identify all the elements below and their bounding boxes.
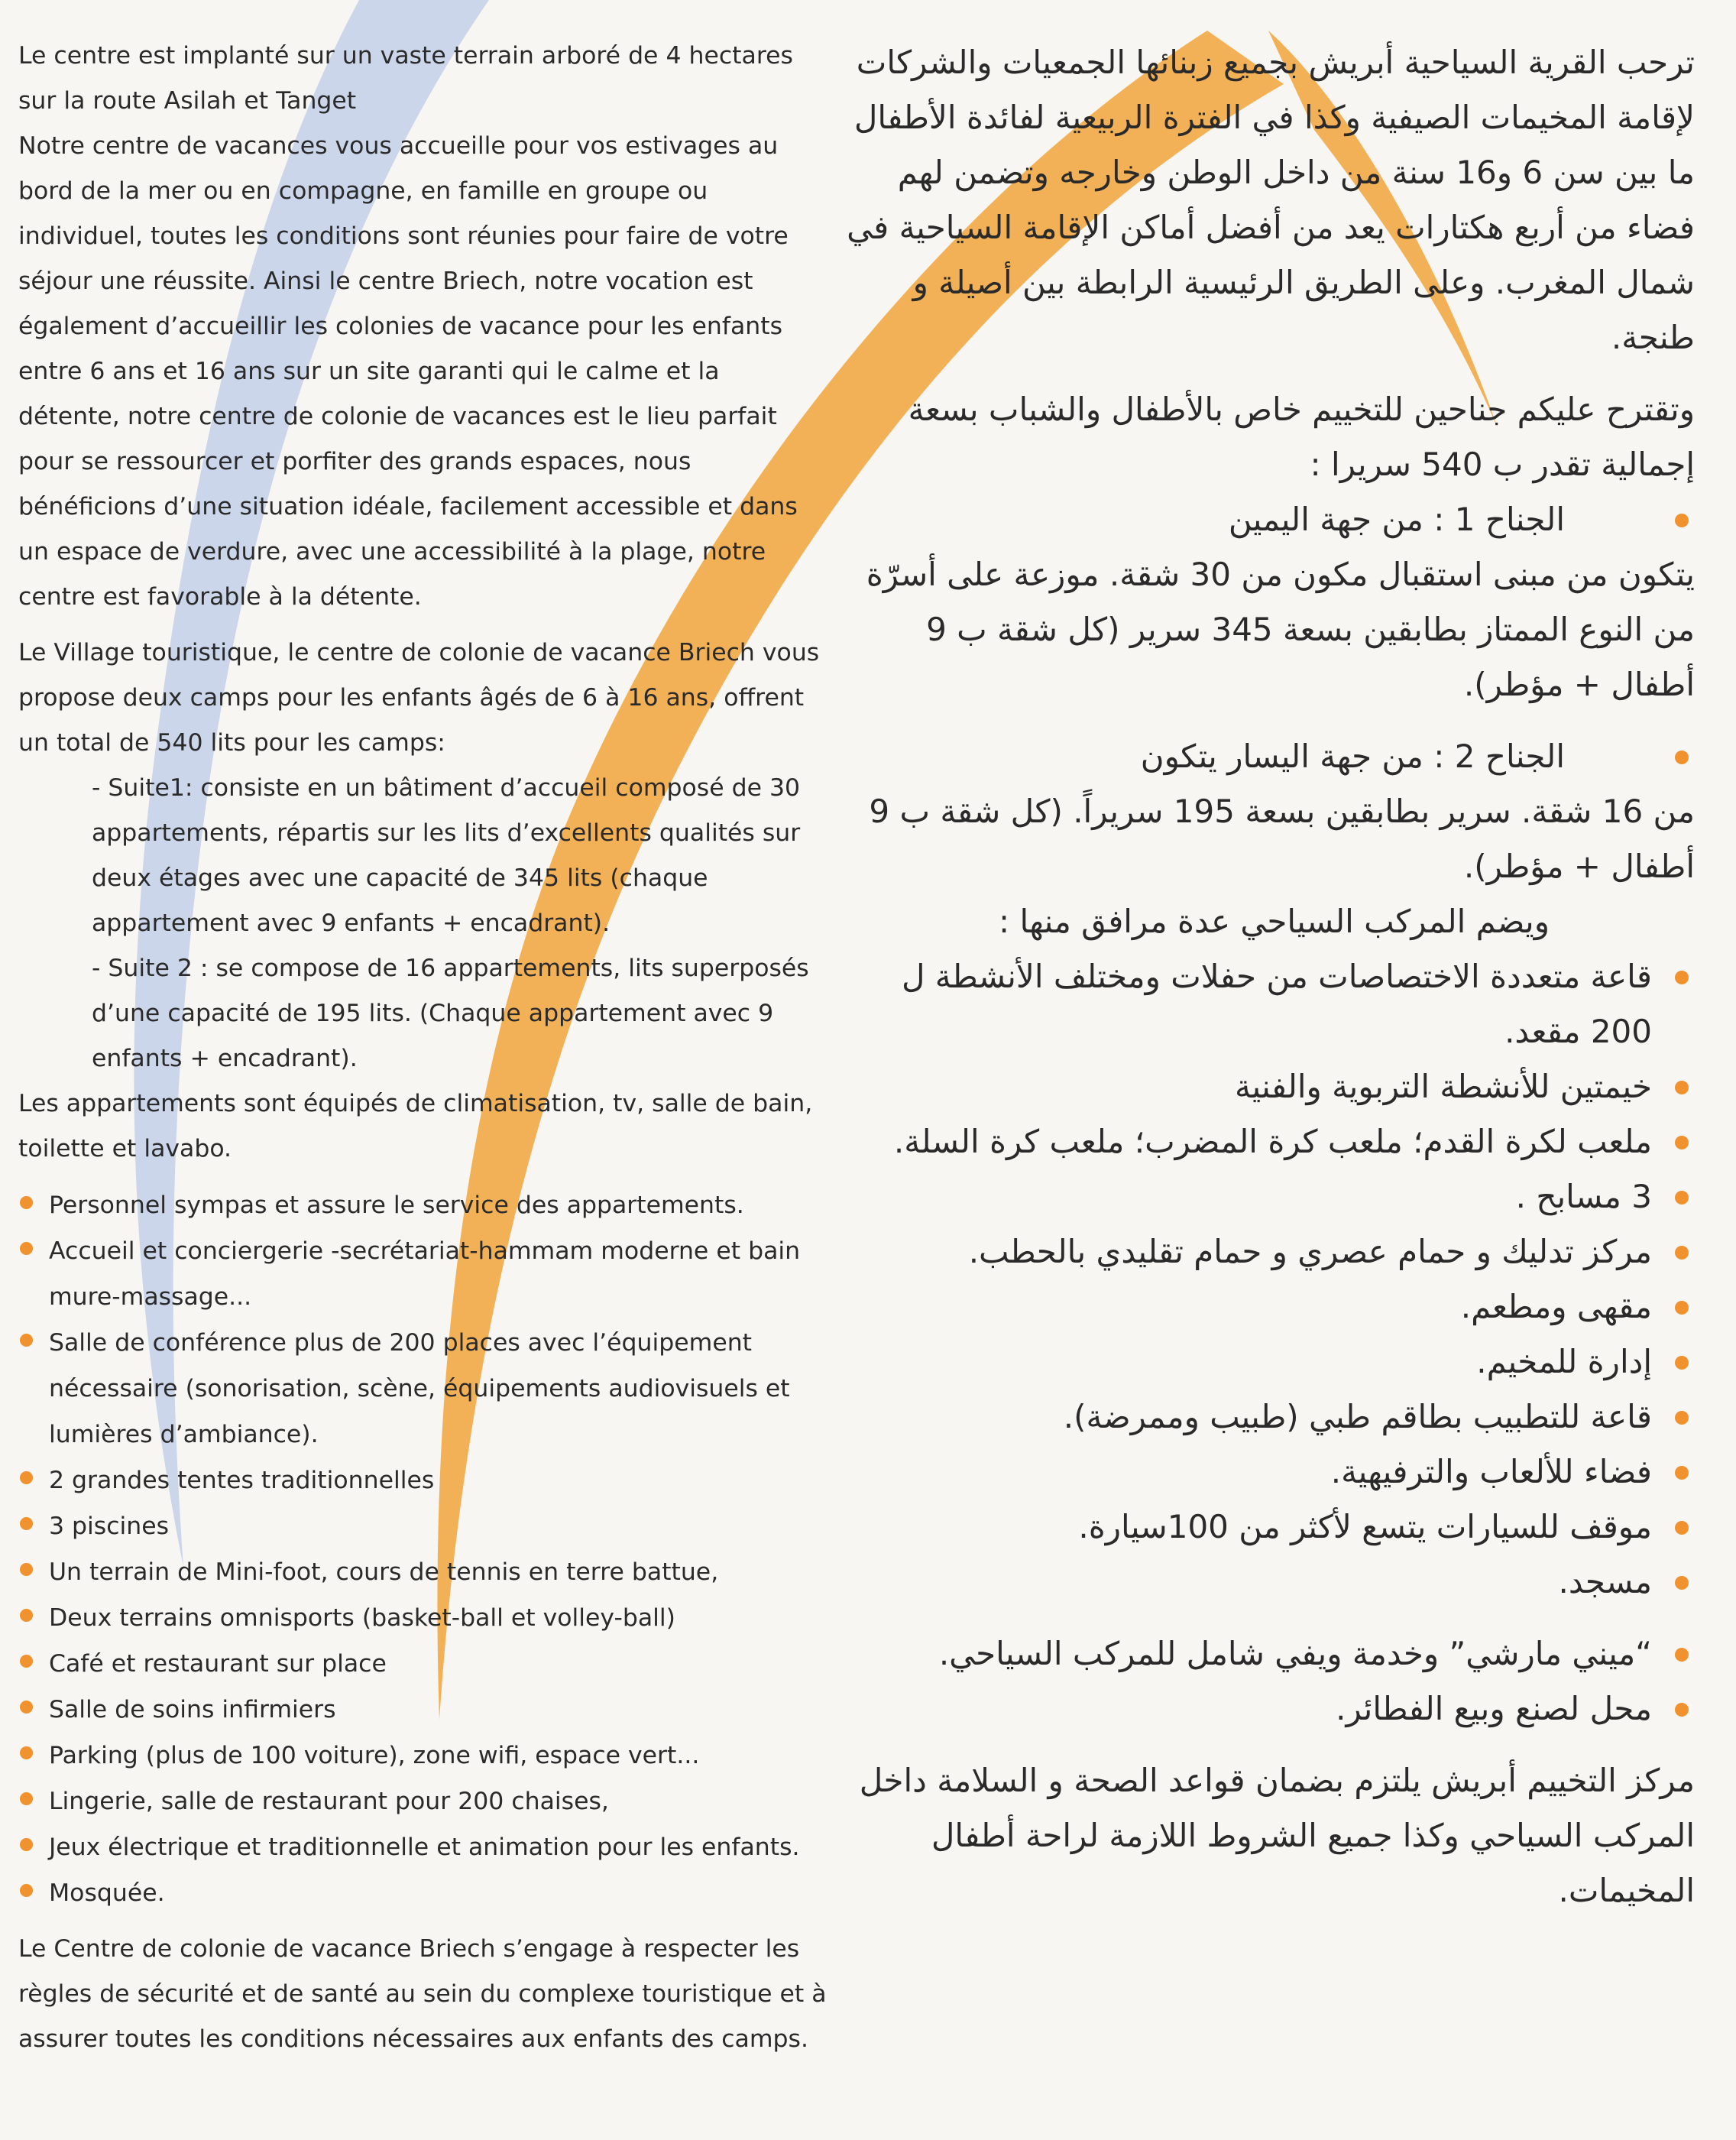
list-item: Jeux électrique et traditionnelle et animation pour les enfants. bbox=[18, 1824, 828, 1870]
list-item: محل لصنع وبيع الفطائر. bbox=[840, 1681, 1695, 1736]
list-item: Parking (plus de 100 voiture), zone wifi, espace vert... bbox=[18, 1733, 828, 1778]
list-item: قاعة للتطبيب بطاقم طبي (طبيب وممرضة). bbox=[840, 1389, 1695, 1444]
fr-facilities-list bbox=[18, 1182, 828, 1916]
list-item: إدارة للمخيم. bbox=[840, 1334, 1695, 1389]
list-item: مسجد. bbox=[840, 1555, 1695, 1610]
list-item: خيمتين للأنشطة التربوية والفنية bbox=[840, 1059, 1695, 1114]
fr-suite2-paragraph: - Suite 2 : se compose de 16 appartements, lits superposés d’une capacité de 195 lits. (Chaque appartement avec 9 enfants + encadrant). bbox=[92, 955, 809, 1072]
french-column bbox=[18, 34, 828, 2062]
list-item: موقف للسيارات يتسع لأكثر من 100سيارة. bbox=[840, 1500, 1695, 1555]
ar-intro-paragraph: ترحب القرية السياحية أبريش بجميع زبنائها الجمعيات والشركات لإقامة المخيمات الصيفية وكذا في الفترة الربيعية لفائدة الأطفال ما بين سن 6 و16 سنة من داخل الوطن وخارجه وتضمن لهم فضاء من أربع هكتارات يعد من أفضل أماكن الإقامة السياحية في شمال المغرب. وعلى الطريق الرئيسية الرابطة بين أصيلة و طنجة. bbox=[847, 44, 1695, 356]
list-item: 3 مسابح . bbox=[840, 1169, 1695, 1224]
ar-wing1-text: يتكون من مبنى استقبال مكون من 30 شقة. موزعة على أسرّة من النوع الممتاز بطابقين بسعة 345 سرير (كل شقة ب 9 أطفال + مؤطر). bbox=[866, 556, 1695, 703]
arabic-column bbox=[840, 35, 1695, 1918]
list-item: Accueil et conciergerie -secrétariat-hammam moderne et bain mure-massage... bbox=[18, 1228, 828, 1320]
list-item: Salle de conférence plus de 200 places avec l’équipement nécessaire (sonorisation, scène, équipements audiovisuels et lumières d’ambiance). bbox=[18, 1320, 828, 1457]
list-item: 2 grandes tentes traditionnelles bbox=[18, 1457, 828, 1503]
fr-welcome-paragraph: Notre centre de vacances vous accueille pour vos estivages au bord de la mer ou en compagne, en famille en groupe ou individuel, toutes les conditions sont réunies pour faire de votre séjour une réussite. Ainsi le centre Briech, notre vocation est également d’accueillir les colonies de vacance pour les enfants entre 6 ans et 16 ans sur un site garanti qui le calme et la détente, notre centre de colonie de vacances est le lieu parfait pour se ressourcer et porfiter des grands espaces, nous bénéficions d’une situation idéale, facilement accessible et dans un espace de verdure, avec une accessibilité à la plage, notre centre est favorable à la détente. bbox=[18, 132, 798, 611]
list-item: 3 piscines bbox=[18, 1503, 828, 1549]
list-item: Salle de soins infirmiers bbox=[18, 1687, 828, 1733]
ar-facilities-list bbox=[840, 949, 1695, 1736]
ar-closing-paragraph: مركز التخييم أبريش يلتزم بضمان قواعد الصحة و السلامة داخل المركب السياحي وكذا جميع الشروط اللازمة لراحة أطفال المخيمات. bbox=[859, 1762, 1695, 1909]
list-item: Lingerie, salle de restaurant pour 200 chaises, bbox=[18, 1778, 828, 1824]
list-item: فضاء للألعاب والترفيهية. bbox=[840, 1444, 1695, 1500]
list-item: Deux terrains omnisports (basket-ball et volley-ball) bbox=[18, 1595, 828, 1641]
list-item: ملعب لكرة القدم؛ ملعب كرة المضرب؛ ملعب كرة السلة. bbox=[840, 1114, 1695, 1169]
fr-closing-paragraph: Le Centre de colonie de vacance Briech s’engage à respecter les règles de sécurité et de santé au sein du complexe touristique et à assurer toutes les conditions nécessaires aux enfants des camps. bbox=[18, 1935, 827, 2053]
list-item: مركز تدليك و حمام عصري و حمام تقليدي بالحطب. bbox=[840, 1224, 1695, 1279]
ar-proposal-paragraph: وتقترح عليكم جناحين للتخييم خاص بالأطفال والشباب بسعة إجمالية تقدر ب 540 سريرا : bbox=[908, 391, 1695, 483]
list-item: Café et restaurant sur place bbox=[18, 1641, 828, 1687]
list-item: Mosquée. bbox=[18, 1870, 828, 1916]
ar-wing1-title: الجناح 1 : من جهة اليمين bbox=[840, 492, 1695, 547]
fr-equipment-paragraph: Les appartements sont équipés de climatisation, tv, salle de bain, toilette et lavabo. bbox=[18, 1090, 813, 1162]
ar-wing2-title: الجناح 2 : من جهة اليسار يتكون bbox=[840, 729, 1695, 784]
list-item: “ميني مارشي” وخدمة ويفي شامل للمركب السياحي. bbox=[840, 1626, 1695, 1681]
ar-facilities-intro: ويضم المركب السياحي عدة مرافق منها : bbox=[998, 903, 1550, 940]
fr-intro-paragraph: Le centre est implanté sur un vaste terrain arboré de 4 hectares sur la route Asilah et Tanget bbox=[18, 42, 793, 115]
list-item: Un terrain de Mini-foot, cours de tennis en terre battue, bbox=[18, 1549, 828, 1595]
list-item: مقهى ومطعم. bbox=[840, 1279, 1695, 1334]
list-item: Personnel sympas et assure le service des appartements. bbox=[18, 1182, 828, 1228]
list-item: قاعة متعددة الاختصاصات من حفلات ومختلف الأنشطة ل 200 مقعد. bbox=[840, 949, 1695, 1059]
fr-camps-paragraph: Le Village touristique, le centre de colonie de vacance Briech vous propose deux camps pour les enfants âgés de 6 à 16 ans, offrent un total de 540 lits pour les camps: bbox=[18, 639, 820, 757]
fr-suite1-paragraph: - Suite1: consiste en un bâtiment d’accueil composé de 30 appartements, répartis sur les lits d’excellents qualités sur deux étages avec une capacité de 345 lits (chaque appartement avec 9 enfants + encadrant). bbox=[92, 774, 801, 937]
ar-wing2-text: من 16 شقة. سرير بطابقين بسعة 195 سريراً. (كل شقة ب 9 أطفال + مؤطر). bbox=[869, 793, 1695, 885]
